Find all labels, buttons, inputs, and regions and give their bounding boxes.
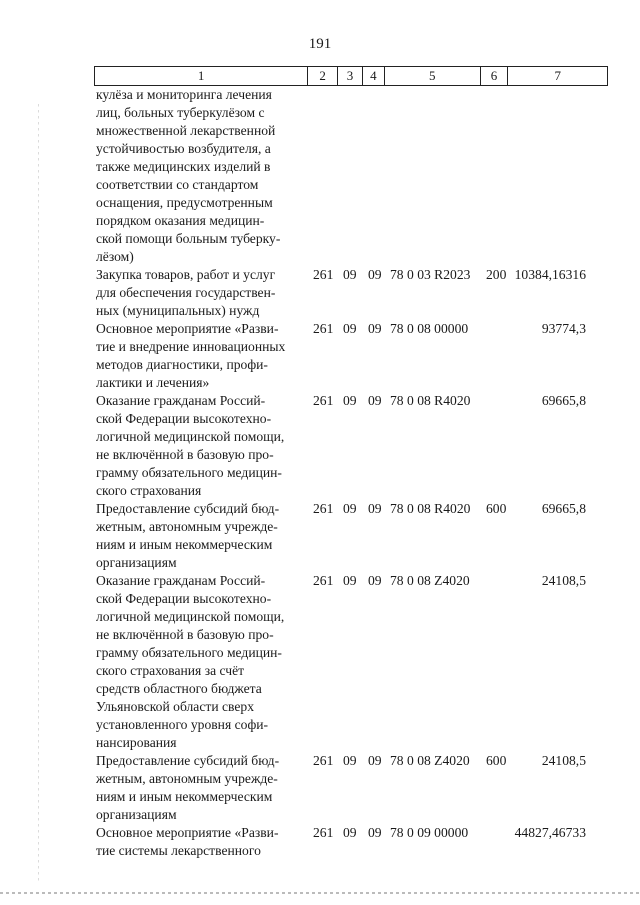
table-row (96, 266, 616, 320)
row-expense-type: 600 (486, 501, 507, 516)
row-target-article: 78 0 08 R4020 (390, 501, 471, 516)
row-description: Предоставление субсидий бюд- жетным, автономным учрежде- ниям и иным некоммерческим организациям (96, 501, 280, 570)
table-row (96, 320, 616, 392)
row-section: 09 (343, 825, 357, 840)
table-row (96, 86, 616, 266)
row-target-article: 78 0 08 R4020 (390, 393, 471, 408)
header-col-1: 1 (197, 68, 205, 83)
row-admin-code: 261 (313, 573, 334, 588)
row-subsection: 09 (368, 267, 382, 282)
table-row (96, 824, 616, 860)
row-description: Предоставление субсидий бюд- жетным, автономным учрежде- ниям и иным некоммерческим организациям (96, 753, 280, 822)
row-target-article: 78 0 09 00000 (390, 825, 469, 840)
row-expense-type: 200 (486, 267, 507, 282)
header-col-7: 7 (507, 67, 607, 85)
row-description: Оказание гражданам Россий- ской Федерации высокотехно- логичной медицинской помощи, не включённой в базовую про- грамму обязательного медицин- ского страхования за счёт средств областного бюджета Ульяновской области сверх установленного уровня софи- нансирования (96, 573, 285, 750)
table-row (96, 392, 616, 500)
row-section: 09 (343, 753, 357, 768)
header-col-6: 6 (480, 67, 508, 85)
header-col-2: 2 (307, 67, 337, 85)
row-section: 09 (343, 393, 357, 408)
row-admin-code: 261 (313, 753, 334, 768)
row-admin-code: 261 (313, 825, 334, 840)
row-subsection: 09 (368, 321, 382, 336)
row-subsection: 09 (368, 753, 382, 768)
row-amount: 69665,8 (541, 393, 586, 408)
row-subsection: 09 (368, 501, 382, 516)
row-subsection: 09 (368, 573, 382, 588)
header-col-4: 4 (362, 67, 384, 85)
row-admin-code: 261 (313, 393, 334, 408)
row-section: 09 (343, 321, 357, 336)
row-section: 09 (343, 573, 357, 588)
table-header-row (94, 66, 608, 86)
row-amount: 93774,3 (541, 321, 586, 336)
row-section: 09 (343, 267, 357, 282)
table-body (96, 86, 616, 860)
row-description: Закупка товаров, работ и услуг для обеспечения государствен- ных (муниципальных) нужд (96, 267, 276, 318)
row-amount: 24108,5 (541, 753, 586, 768)
scan-bottom-edge (0, 892, 640, 894)
table-row (96, 500, 616, 572)
row-description: Основное мероприятие «Разви- тие и внедрение инновационных методов диагностики, профи- лактики и лечения» (96, 321, 286, 390)
row-section: 09 (343, 501, 357, 516)
row-description: Основное мероприятие «Разви- тие системы лекарственного (96, 825, 279, 858)
row-amount: 10384,16316 (514, 267, 586, 282)
table-row (96, 572, 616, 752)
row-target-article: 78 0 03 R2023 (390, 267, 471, 282)
page-number: 191 (308, 36, 332, 52)
table-row (96, 752, 616, 824)
row-amount: 69665,8 (541, 501, 586, 516)
row-admin-code: 261 (313, 501, 334, 516)
row-subsection: 09 (368, 825, 382, 840)
row-target-article: 78 0 08 Z4020 (390, 573, 470, 588)
scan-margin-line (38, 104, 39, 884)
row-admin-code: 261 (313, 267, 334, 282)
row-amount: 24108,5 (541, 573, 586, 588)
row-expense-type: 600 (486, 753, 507, 768)
row-target-article: 78 0 08 00000 (390, 321, 469, 336)
row-target-article: 78 0 08 Z4020 (390, 753, 470, 768)
row-subsection: 09 (368, 393, 382, 408)
header-col-3: 3 (337, 67, 362, 85)
row-description: кулёза и мониторинга лечения лиц, больных туберкулёзом с множественной лекарственной устойчивостью возбудителя, а также медицинских изделий в соответствии со стандартом оснащения, предусмотренным порядком оказания медицин- ской помощи больным туберку- лёзом) (96, 87, 281, 264)
header-col-5: 5 (384, 67, 480, 85)
row-description: Оказание гражданам Россий- ской Федерации высокотехно- логичной медицинской помощи, не включённой в базовую про- грамму обязательного медицин- ского страхования (96, 393, 285, 498)
row-admin-code: 261 (313, 321, 334, 336)
row-amount: 44827,46733 (514, 825, 586, 840)
